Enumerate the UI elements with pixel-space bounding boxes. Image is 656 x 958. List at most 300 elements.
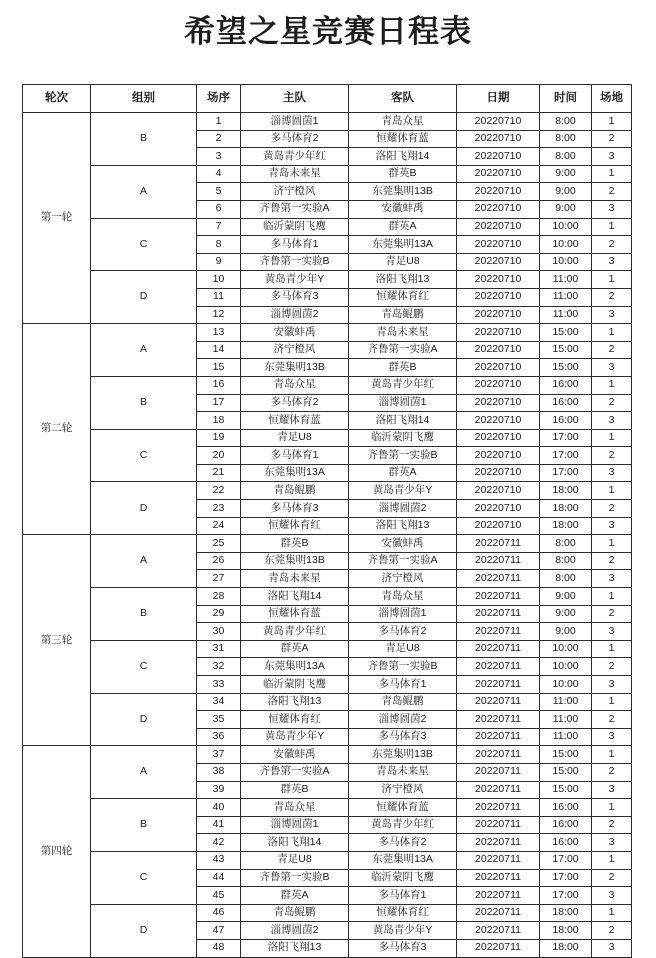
away-team: 洛阳飞翔14 [349,412,457,430]
home-team: 恒耀体育红 [241,711,349,729]
match-number: 24 [197,517,241,535]
match-date: 20220711 [457,658,540,676]
match-number: 44 [197,869,241,887]
match-time: 8:00 [540,535,592,553]
header-round: 轮次 [23,85,91,113]
match-date: 20220710 [457,288,540,306]
match-date: 20220710 [457,200,540,218]
away-team: 群英A [349,464,457,482]
round-label: 第一轮 [23,113,91,324]
match-time: 18:00 [540,939,592,957]
match-time: 18:00 [540,922,592,940]
table-row [23,640,632,658]
match-number: 3 [197,148,241,166]
away-team: 黄岛青少年红 [349,376,457,394]
match-venue: 2 [592,763,632,781]
match-time: 9:00 [540,183,592,201]
match-time: 9:00 [540,165,592,183]
away-team: 青岛鲲鹏 [349,693,457,711]
page-title: 希望之星竞赛日程表 [184,14,472,49]
match-date: 20220710 [457,359,540,377]
group-label: A [91,535,197,588]
match-venue: 2 [592,288,632,306]
away-team: 东莞集明13A [349,851,457,869]
match-venue: 1 [592,535,632,553]
home-team: 青岛众星 [241,799,349,817]
match-date: 20220711 [457,552,540,570]
home-team: 济宁橙风 [241,183,349,201]
table-row [23,588,632,606]
table-row [23,376,632,394]
header-date: 日期 [457,85,540,113]
away-team: 安徽蚌禹 [349,535,457,553]
group-label: A [91,324,197,377]
match-number: 19 [197,429,241,447]
match-number: 16 [197,376,241,394]
away-team: 东莞集明13B [349,183,457,201]
away-team: 多马体育2 [349,834,457,852]
match-date: 20220711 [457,939,540,957]
home-team: 群英B [241,535,349,553]
match-time: 17:00 [540,464,592,482]
match-number: 11 [197,288,241,306]
away-team: 安徽蚌禹 [349,200,457,218]
table-row [23,746,632,764]
match-number: 32 [197,658,241,676]
match-time: 18:00 [540,904,592,922]
match-venue: 1 [592,271,632,289]
match-date: 20220711 [457,799,540,817]
group-label: D [91,904,197,957]
home-team: 青岛未来星 [241,570,349,588]
match-number: 6 [197,200,241,218]
match-number: 5 [197,183,241,201]
match-date: 20220711 [457,781,540,799]
table-row [23,851,632,869]
match-time: 9:00 [540,605,592,623]
group-label: C [91,218,197,271]
group-label: B [91,588,197,641]
match-number: 46 [197,904,241,922]
match-time: 15:00 [540,763,592,781]
match-time: 17:00 [540,851,592,869]
table-row [23,535,632,553]
home-team: 黄岛青少年红 [241,148,349,166]
match-venue: 2 [592,236,632,254]
away-team: 青岛未来星 [349,324,457,342]
match-date: 20220711 [457,887,540,905]
home-team: 青足U8 [241,429,349,447]
match-date: 20220711 [457,834,540,852]
match-time: 18:00 [540,482,592,500]
away-team: 恒耀体育蓝 [349,799,457,817]
home-team: 多马体育2 [241,130,349,148]
match-time: 10:00 [540,253,592,271]
home-team: 黄岛青少年Y [241,271,349,289]
away-team: 青足U8 [349,253,457,271]
match-date: 20220710 [457,130,540,148]
match-time: 10:00 [540,218,592,236]
group-label: B [91,113,197,166]
table-row [23,113,632,131]
group-label: C [91,851,197,904]
match-venue: 2 [592,922,632,940]
match-time: 11:00 [540,728,592,746]
home-team: 东莞集明13A [241,658,349,676]
header-match-no: 场序 [197,85,241,113]
match-time: 17:00 [540,887,592,905]
match-date: 20220710 [457,324,540,342]
match-venue: 3 [592,887,632,905]
match-number: 39 [197,781,241,799]
match-number: 22 [197,482,241,500]
away-team: 齐鲁第一实验A [349,552,457,570]
match-venue: 3 [592,517,632,535]
match-number: 40 [197,799,241,817]
away-team: 恒耀体育蓝 [349,130,457,148]
match-date: 20220710 [457,464,540,482]
away-team: 东莞集明13A [349,236,457,254]
match-time: 9:00 [540,588,592,606]
match-venue: 2 [592,869,632,887]
match-number: 8 [197,236,241,254]
home-team: 多马体育2 [241,394,349,412]
schedule-table [22,84,632,958]
table-row [23,324,632,342]
away-team: 黄岛青少年Y [349,482,457,500]
match-number: 42 [197,834,241,852]
away-team: 淄博圆茵1 [349,605,457,623]
match-time: 16:00 [540,834,592,852]
home-team: 多马体育3 [241,500,349,518]
away-team: 洛阳飞翔14 [349,148,457,166]
home-team: 黄岛青少年Y [241,728,349,746]
match-venue: 3 [592,464,632,482]
match-time: 17:00 [540,447,592,465]
match-time: 11:00 [540,306,592,324]
match-time: 10:00 [540,658,592,676]
match-time: 17:00 [540,429,592,447]
match-number: 4 [197,165,241,183]
match-venue: 3 [592,359,632,377]
match-venue: 1 [592,429,632,447]
match-venue: 2 [592,183,632,201]
away-team: 多马体育3 [349,939,457,957]
away-team: 临沂蒙阴飞鹰 [349,869,457,887]
match-date: 20220711 [457,816,540,834]
away-team: 青岛众星 [349,588,457,606]
match-venue: 1 [592,113,632,131]
group-label: B [91,376,197,429]
away-team: 多马体育1 [349,887,457,905]
away-team: 齐鲁第一实验B [349,658,457,676]
match-date: 20220711 [457,605,540,623]
match-time: 15:00 [540,746,592,764]
match-number: 26 [197,552,241,570]
match-number: 10 [197,271,241,289]
match-venue: 1 [592,482,632,500]
match-venue: 3 [592,939,632,957]
match-time: 18:00 [540,500,592,518]
match-venue: 3 [592,834,632,852]
match-venue: 2 [592,711,632,729]
table-row [23,271,632,289]
home-team: 淄博圆茵2 [241,922,349,940]
home-team: 淄博圆茵1 [241,113,349,131]
match-date: 20220711 [457,763,540,781]
away-team: 多马体育2 [349,623,457,641]
home-team: 多马体育3 [241,288,349,306]
away-team: 青岛鲲鹏 [349,306,457,324]
match-venue: 2 [592,500,632,518]
table-row [23,482,632,500]
match-venue: 1 [592,904,632,922]
group-label: B [91,799,197,852]
match-date: 20220711 [457,711,540,729]
match-venue: 3 [592,253,632,271]
away-team: 临沂蒙阴飞鹰 [349,429,457,447]
match-time: 15:00 [540,341,592,359]
away-team: 淄博圆茵2 [349,500,457,518]
home-team: 多马体育1 [241,447,349,465]
home-team: 黄岛青少年红 [241,623,349,641]
match-date: 20220711 [457,570,540,588]
match-venue: 2 [592,341,632,359]
home-team: 青岛未来星 [241,165,349,183]
match-venue: 2 [592,447,632,465]
match-number: 25 [197,535,241,553]
match-number: 7 [197,218,241,236]
match-number: 35 [197,711,241,729]
away-team: 淄博圆茵1 [349,394,457,412]
match-venue: 2 [592,658,632,676]
home-team: 齐鲁第一实验A [241,763,349,781]
match-number: 14 [197,341,241,359]
table-row [23,218,632,236]
match-date: 20220710 [457,183,540,201]
match-venue: 1 [592,376,632,394]
match-venue: 3 [592,200,632,218]
match-time: 8:00 [540,552,592,570]
match-time: 16:00 [540,376,592,394]
match-time: 8:00 [540,148,592,166]
away-team: 群英B [349,359,457,377]
match-date: 20220710 [457,218,540,236]
match-date: 20220710 [457,306,540,324]
match-time: 11:00 [540,711,592,729]
match-date: 20220711 [457,588,540,606]
match-number: 45 [197,887,241,905]
match-date: 20220710 [457,447,540,465]
table-row [23,429,632,447]
match-date: 20220711 [457,640,540,658]
home-team: 齐鲁第一实验B [241,253,349,271]
group-label: C [91,429,197,482]
match-number: 23 [197,500,241,518]
header-venue: 场地 [592,85,632,113]
away-team: 恒耀体育红 [349,904,457,922]
match-date: 20220710 [457,394,540,412]
home-team: 济宁橙风 [241,341,349,359]
away-team: 黄岛青少年红 [349,816,457,834]
away-team: 济宁橙风 [349,781,457,799]
round-label: 第三轮 [23,535,91,746]
match-number: 28 [197,588,241,606]
match-number: 9 [197,253,241,271]
home-team: 齐鲁第一实验B [241,869,349,887]
match-number: 18 [197,412,241,430]
match-date: 20220710 [457,165,540,183]
away-team: 群英A [349,218,457,236]
match-venue: 3 [592,623,632,641]
match-number: 38 [197,763,241,781]
match-venue: 1 [592,693,632,711]
away-team: 青岛众星 [349,113,457,131]
group-label: D [91,271,197,324]
match-time: 17:00 [540,869,592,887]
home-team: 恒耀体育红 [241,517,349,535]
match-time: 8:00 [540,130,592,148]
home-team: 群英A [241,887,349,905]
match-venue: 2 [592,816,632,834]
match-date: 20220711 [457,922,540,940]
match-number: 12 [197,306,241,324]
match-venue: 1 [592,588,632,606]
match-venue: 3 [592,728,632,746]
away-team: 济宁橙风 [349,570,457,588]
home-team: 东莞集明13B [241,359,349,377]
home-team: 洛阳飞翔14 [241,834,349,852]
match-date: 20220711 [457,851,540,869]
match-time: 10:00 [540,640,592,658]
header-time: 时间 [540,85,592,113]
match-time: 15:00 [540,781,592,799]
match-venue: 3 [592,412,632,430]
home-team: 青岛众星 [241,376,349,394]
match-venue: 3 [592,306,632,324]
match-time: 8:00 [540,570,592,588]
match-venue: 3 [592,781,632,799]
match-venue: 1 [592,851,632,869]
match-venue: 2 [592,130,632,148]
home-team: 淄博圆茵2 [241,306,349,324]
match-date: 20220711 [457,693,540,711]
away-team: 青岛未来星 [349,763,457,781]
away-team: 多马体育3 [349,728,457,746]
match-time: 15:00 [540,324,592,342]
home-team: 群英B [241,781,349,799]
table-row [23,904,632,922]
away-team: 洛阳飞翔13 [349,271,457,289]
match-time: 10:00 [540,236,592,254]
match-venue: 1 [592,799,632,817]
match-number: 31 [197,640,241,658]
match-venue: 1 [592,746,632,764]
match-time: 8:00 [540,113,592,131]
home-team: 青岛鲲鹏 [241,482,349,500]
home-team: 东莞集明13A [241,464,349,482]
match-time: 16:00 [540,412,592,430]
match-time: 18:00 [540,517,592,535]
home-team: 淄博圆茵1 [241,816,349,834]
group-label: D [91,482,197,535]
group-label: C [91,640,197,693]
home-team: 安徽蚌禹 [241,324,349,342]
match-date: 20220710 [457,148,540,166]
home-team: 群英A [241,640,349,658]
match-date: 20220710 [457,412,540,430]
match-date: 20220710 [457,113,540,131]
away-team: 群英B [349,165,457,183]
group-label: D [91,693,197,746]
match-number: 17 [197,394,241,412]
match-number: 29 [197,605,241,623]
match-date: 20220710 [457,429,540,447]
match-venue: 3 [592,148,632,166]
header-home-team: 主队 [241,85,349,113]
schedule-table-container [22,84,631,958]
home-team: 齐鲁第一实验A [241,200,349,218]
home-team: 青足U8 [241,851,349,869]
match-number: 48 [197,939,241,957]
match-number: 21 [197,464,241,482]
home-team: 洛阳飞翔14 [241,588,349,606]
away-team: 黄岛青少年Y [349,922,457,940]
match-date: 20220711 [457,623,540,641]
home-team: 临沂蒙阴飞鹰 [241,676,349,694]
home-team: 安徽蚌禹 [241,746,349,764]
match-date: 20220710 [457,236,540,254]
table-row [23,799,632,817]
match-time: 9:00 [540,623,592,641]
table-row [23,165,632,183]
match-number: 30 [197,623,241,641]
away-team: 齐鲁第一实验A [349,341,457,359]
match-venue: 2 [592,605,632,623]
match-time: 10:00 [540,676,592,694]
home-team: 恒耀体育蓝 [241,412,349,430]
header-row [23,85,632,113]
match-time: 16:00 [540,394,592,412]
away-team: 青足U8 [349,640,457,658]
away-team: 多马体育1 [349,676,457,694]
table-body [23,113,632,958]
home-team: 青岛鲲鹏 [241,904,349,922]
match-time: 15:00 [540,359,592,377]
match-time: 16:00 [540,799,592,817]
match-venue: 1 [592,218,632,236]
home-team: 洛阳飞翔13 [241,693,349,711]
home-team: 洛阳飞翔13 [241,939,349,957]
header-group: 组别 [91,85,197,113]
away-team: 淄博圆茵2 [349,711,457,729]
match-number: 13 [197,324,241,342]
round-label: 第二轮 [23,324,91,535]
match-date: 20220710 [457,253,540,271]
home-team: 多马体育1 [241,236,349,254]
match-date: 20220710 [457,517,540,535]
match-number: 43 [197,851,241,869]
match-date: 20220711 [457,728,540,746]
header-away-team: 客队 [349,85,457,113]
match-date: 20220711 [457,904,540,922]
match-venue: 1 [592,324,632,342]
match-time: 11:00 [540,693,592,711]
match-number: 15 [197,359,241,377]
match-date: 20220710 [457,500,540,518]
match-number: 47 [197,922,241,940]
away-team: 东莞集明13B [349,746,457,764]
